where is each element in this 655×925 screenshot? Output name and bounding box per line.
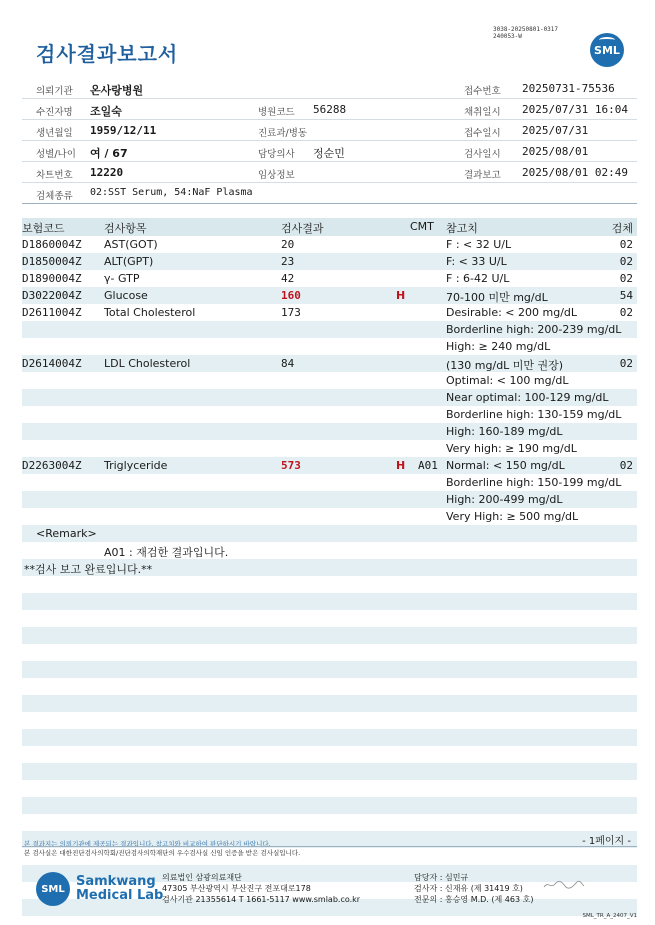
signature-image (542, 880, 586, 890)
received-value: 2025/07/31 (522, 124, 589, 137)
hospital-label: 의뢰기관 (36, 86, 73, 97)
info-row (22, 78, 637, 99)
test-result: 573 (281, 459, 301, 472)
table-row (22, 406, 637, 423)
table-row (22, 372, 637, 389)
table-row (22, 916, 637, 925)
received-label: 접수일시 (464, 128, 501, 139)
test-code: D2263004Z (22, 459, 82, 472)
reference-range: High: ≥ 240 mg/dL (446, 340, 551, 353)
info-row (22, 120, 637, 141)
info-row (22, 183, 637, 204)
reported-value: 2025/08/01 02:49 (522, 166, 628, 179)
table-row (22, 287, 637, 304)
table-row (22, 525, 637, 542)
results-body (22, 236, 637, 525)
dept-label: 진료과/병동 (258, 128, 308, 139)
tested-label: 검사일시 (464, 149, 501, 160)
patient-info-table (22, 78, 637, 204)
brand-name: Samkwang Medical Lab (76, 874, 164, 903)
table-row (22, 491, 637, 508)
test-comment: A01 (418, 459, 438, 472)
table-row (22, 610, 637, 627)
test-result: 20 (281, 238, 295, 251)
table-row (22, 661, 637, 678)
table-row (22, 627, 637, 644)
specimen-code: 54 (619, 289, 633, 302)
header-name: 검사항목 (104, 222, 147, 235)
table-row (22, 729, 637, 746)
clinical-label: 임상정보 (258, 170, 295, 181)
test-name: AST(GOT) (104, 238, 158, 251)
specimen-code: 02 (619, 357, 633, 370)
table-row (22, 321, 637, 338)
reference-range: Normal: < 150 mg/dL (446, 459, 565, 472)
test-name: Glucose (104, 289, 148, 302)
results-table (22, 218, 637, 925)
result-flag: H (396, 459, 406, 472)
hosp-code-value: 56288 (313, 103, 347, 116)
table-row (22, 508, 637, 525)
reference-range: Very high: ≥ 190 mg/dL (446, 442, 577, 455)
specimen-code: 02 (619, 459, 633, 472)
reference-range: Optimal: < 100 mg/dL (446, 374, 569, 387)
reference-range: Borderline high: 150-199 mg/dL (446, 476, 622, 489)
header-specimen: 검체 (611, 222, 633, 235)
specimen-value: 02:SST Serum, 54:NaF Plasma (90, 187, 253, 198)
chart-value: 12220 (90, 166, 124, 179)
table-row (22, 338, 637, 355)
receipt-no-value: 20250731-75536 (522, 82, 615, 95)
table-row (22, 542, 637, 559)
table-row (22, 797, 637, 814)
table-row (22, 678, 637, 695)
receipt-no-label: 접수번호 (464, 86, 501, 97)
table-row (22, 814, 637, 831)
table-row (22, 695, 637, 712)
info-row (22, 99, 637, 120)
specimen-code: 02 (619, 306, 633, 319)
hosp-code-label: 병원코드 (258, 107, 295, 118)
reference-range: Borderline high: 200-239 mg/dL (446, 323, 622, 336)
footer-divider (22, 846, 637, 847)
test-name: Total Cholesterol (104, 306, 196, 319)
table-row (22, 440, 637, 457)
reference-range: High: 200-499 mg/dL (446, 493, 563, 506)
reference-range: Near optimal: 100-129 mg/dL (446, 391, 609, 404)
results-extra (22, 525, 637, 925)
reference-range: 70-100 미만 mg/dL (446, 291, 548, 304)
table-row (22, 355, 637, 372)
brand-logo: SML (36, 872, 70, 906)
patient-label: 수진자명 (36, 107, 73, 118)
doctor-value: 정순민 (313, 147, 345, 160)
dob-label: 생년월일 (36, 128, 73, 139)
header-ref: 참고치 (446, 222, 478, 235)
page-title: 검사결과보고서 (36, 42, 179, 66)
specimen-code: 02 (619, 272, 633, 285)
test-code: D1850004Z (22, 255, 82, 268)
sex-age-value: 여 / 67 (90, 147, 128, 160)
hospital-value: 온사랑병원 (90, 84, 144, 97)
header-result: 검사결과 (281, 222, 324, 235)
reference-range: Very High: ≥ 500 mg/dL (446, 510, 579, 523)
footer-note: 본 결과지는 의뢰기관에 제공되는 결과입니다. 참고치와 비교하여 판단하시기 바랍니다. 본 검사실은 대한진단검사의학회/진단검사의학재단의 우수검사실 신임 인증을 받은 검사실입니다. (24, 840, 301, 857)
reference-range: F: < 33 U/L (446, 255, 507, 268)
chart-label: 차트번호 (36, 170, 73, 181)
reference-range: F : < 32 U/L (446, 238, 512, 251)
page-number: - 1페이지 - (582, 836, 631, 847)
info-row (22, 141, 637, 162)
sex-age-label: 성별/나이 (36, 149, 76, 160)
doctor-label: 담당의사 (258, 149, 295, 160)
table-row (22, 474, 637, 491)
header-code: 보험코드 (22, 222, 65, 235)
table-row (22, 780, 637, 797)
table-row (22, 644, 637, 661)
table-row (22, 763, 637, 780)
collected-value: 2025/07/31 16:04 (522, 103, 628, 116)
table-row (22, 236, 637, 253)
test-name: ALT(GPT) (104, 255, 154, 268)
dob-value: 1959/12/11 (90, 124, 157, 137)
report-complete-text: **검사 보고 완료입니다.** (24, 563, 153, 576)
reference-range: (130 mg/dL 미만 권장) (446, 359, 564, 372)
test-code: D2614004Z (22, 357, 82, 370)
test-name: Triglyceride (104, 459, 168, 472)
specimen-code: 02 (619, 238, 633, 251)
test-code: D3022004Z (22, 289, 82, 302)
table-row (22, 746, 637, 763)
reference-range: Desirable: < 200 mg/dL (446, 306, 578, 319)
test-name: LDL Cholesterol (104, 357, 191, 370)
table-row (22, 423, 637, 440)
tested-value: 2025/08/01 (522, 145, 589, 158)
brand-block (36, 872, 163, 906)
results-header (22, 218, 637, 236)
sml-logo: SML (590, 33, 624, 67)
table-row (22, 457, 637, 474)
test-code: D1860004Z (22, 238, 82, 251)
table-row (22, 712, 637, 729)
table-row (22, 304, 637, 321)
table-row (22, 270, 637, 287)
patient-value: 조일숙 (90, 105, 122, 118)
test-result: 42 (281, 272, 295, 285)
remark-text: A01 : 재검한 결과입니다. (104, 546, 229, 559)
reference-range: Borderline high: 130-159 mg/dL (446, 408, 622, 421)
header-cmt: CMT (410, 220, 434, 233)
table-row (22, 253, 637, 270)
test-name: γ- GTP (104, 272, 140, 285)
form-code: SML_TR_A_2407_V1 (582, 913, 637, 919)
test-result: 84 (281, 357, 295, 370)
table-row (22, 576, 637, 593)
organization-info: 의료법인 삼광의료재단 47305 부산광역시 부산진구 전포대로178 검사기관 21355614 T 1661-5117 www.smlab.co.kr (162, 873, 361, 904)
staff-info: 담당자 : 심민규 검사자 : 신재유 (제 31419 호) 전문의 : 홍승영 M.D. (제 463 호) (414, 872, 533, 905)
test-result: 23 (281, 255, 295, 268)
test-code: D2611004Z (22, 306, 82, 319)
specimen-code: 02 (619, 255, 633, 268)
reported-label: 결과보고 (464, 170, 501, 181)
test-result: 160 (281, 289, 301, 302)
table-row (22, 593, 637, 610)
info-row (22, 162, 637, 183)
reference-range: High: 160-189 mg/dL (446, 425, 563, 438)
result-flag: H (396, 289, 406, 302)
document-code: 3038-20250801-0317 240053-W (493, 26, 559, 40)
test-code: D1890004Z (22, 272, 82, 285)
test-result: 173 (281, 306, 301, 319)
table-row (22, 559, 637, 576)
collected-label: 채취일시 (464, 107, 501, 118)
specimen-label: 검체종류 (36, 191, 73, 202)
remark-title: <Remark> (36, 527, 97, 540)
reference-range: F : 6-42 U/L (446, 272, 510, 285)
table-row (22, 389, 637, 406)
